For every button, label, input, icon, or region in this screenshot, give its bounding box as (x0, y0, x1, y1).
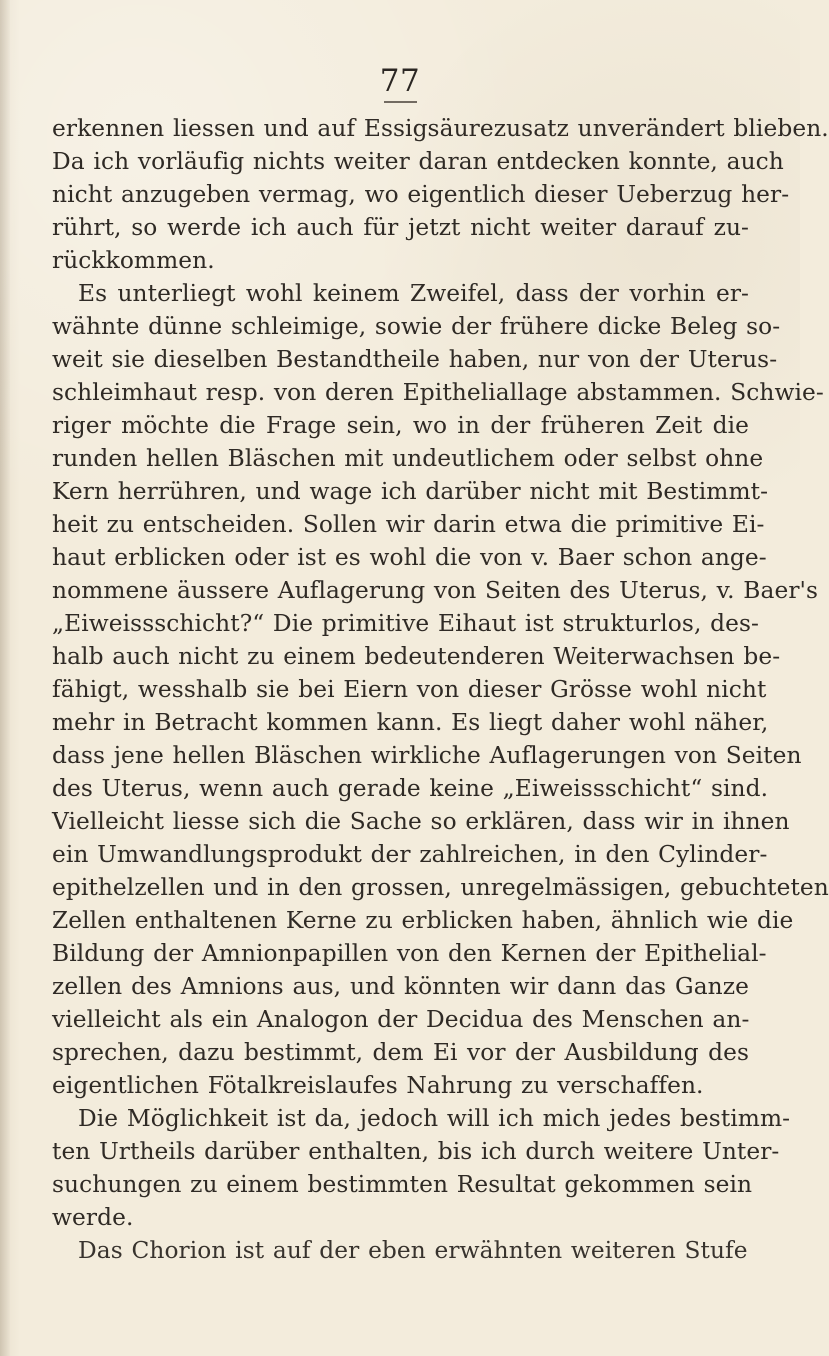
page-edge-shadow (0, 0, 10, 1356)
text-line-15: nommene äussere Auflagerung von Seiten des Uterus, v. Baer's (52, 577, 819, 604)
text-line-22: Vielleicht liesse sich die Sache so erklären, dass wir in ihnen (52, 808, 790, 835)
text-line-30: eigentlichen Fötalkreislaufes Nahrung zu verschaffen. (52, 1072, 704, 1099)
text-line-12: Kern herrühren, und wage ich darüber nicht mit Bestimmt- (52, 478, 769, 505)
text-line-6: Es unterliegt wohl keinem Zweifel, dass der vorhin er- (78, 280, 749, 307)
text-line-20: dass jene hellen Bläschen wirkliche Auflagerungen von Seiten (52, 742, 802, 769)
text-line-21: des Uterus, wenn auch gerade keine „Eiweissschicht“ sind. (52, 775, 769, 802)
text-line-24: epithelzellen und in den grossen, unregelmässigen, gebuchteten (52, 874, 829, 901)
text-line-10: riger möchte die Frage sein, wo in der früheren Zeit die (52, 412, 749, 439)
text-line-3: nicht anzugeben vermag, wo eigentlich dieser Ueberzug her- (52, 181, 790, 208)
text-line-34: werde. (52, 1204, 134, 1231)
text-line-1: erkennen liessen und auf Essigsäurezusatz unverändert blieben. (52, 115, 829, 142)
text-line-9: schleimhaut resp. von deren Epitheliallage abstammen. Schwie- (52, 379, 824, 406)
text-line-11: runden hellen Bläschen mit undeutlichem oder selbst ohne (52, 445, 764, 472)
text-line-33: suchungen zu einem bestimmten Resultat gekommen sein (52, 1171, 753, 1198)
text-line-25: Zellen enthaltenen Kerne zu erblicken haben, ähnlich wie die (52, 907, 794, 934)
text-line-29: sprechen, dazu bestimmt, dem Ei vor der Ausbildung des (52, 1039, 749, 1066)
text-line-35: Das Chorion ist auf der eben erwähnten weiteren Stufe (78, 1237, 748, 1264)
text-line-8: weit sie dieselben Bestandtheile haben, nur von der Uterus- (52, 346, 778, 373)
text-line-31: Die Möglichkeit ist da, jedoch will ich mich jedes bestimm- (78, 1105, 791, 1132)
main-text-block (52, 112, 829, 1268)
text-line-17: halb auch nicht zu einem bedeutenderen Weiterwachsen be- (52, 643, 781, 670)
text-line-2: Da ich vorläufig nichts weiter daran entdecken konnte, auch (52, 148, 784, 175)
text-line-32: ten Urtheils darüber enthalten, bis ich durch weitere Unter- (52, 1138, 780, 1165)
text-line-19: mehr in Betracht kommen kann. Es liegt daher wohl näher, (52, 709, 769, 736)
text-line-28: vielleicht als ein Analogon der Decidua des Menschen an- (52, 1006, 750, 1033)
text-line-4: rührt, so werde ich auch für jetzt nicht weiter darauf zu- (52, 214, 749, 241)
text-line-14: haut erblicken oder ist es wohl die von v. Baer schon ange- (52, 544, 767, 571)
text-line-16: „Eiweissschicht?“ Die primitive Eihaut ist strukturlos, des- (52, 610, 759, 637)
text-line-7: wähnte dünne schleimige, sowie der frühere dicke Beleg so- (52, 313, 781, 340)
text-line-27: zellen des Amnions aus, und könnten wir dann das Ganze (52, 973, 749, 1000)
text-line-13: heit zu entscheiden. Sollen wir darin etwa die primitive Ei- (52, 511, 765, 538)
page-number-block (368, 63, 432, 103)
text-line-5: rückkommen. (52, 247, 215, 274)
text-line-23: ein Umwandlungsprodukt der zahlreichen, in den Cylinder- (52, 841, 768, 868)
text-line-18: fähigt, wesshalb sie bei Eiern von dieser Grösse wohl nicht (52, 676, 767, 703)
text-line-26: Bildung der Amnionpapillen von den Kernen der Epithelial- (52, 940, 767, 967)
page-number: 77 (379, 63, 421, 99)
page-number-rule (384, 101, 417, 103)
